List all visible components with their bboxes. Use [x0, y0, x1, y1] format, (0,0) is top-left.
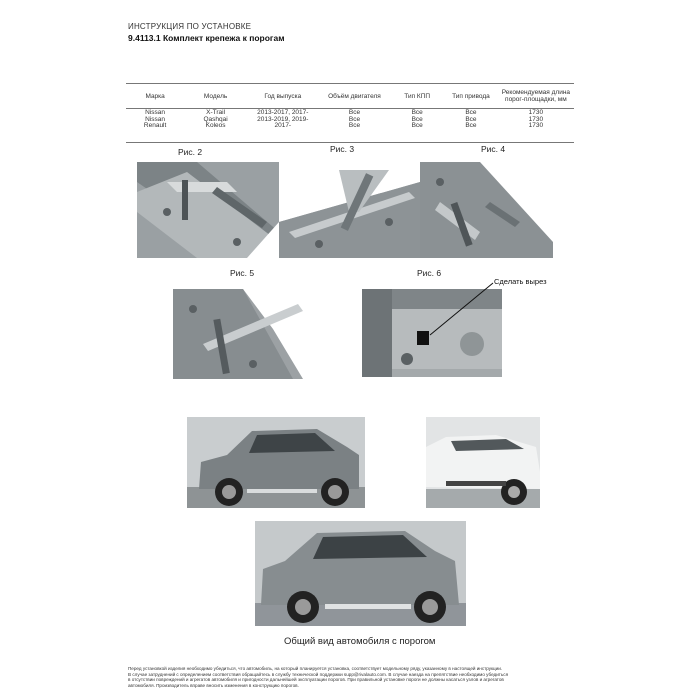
document-subtitle: 9.4113.1 Комплект крепежа к порогам — [128, 33, 285, 43]
figure-2-caption: Рис. 2 — [178, 147, 203, 157]
spec-table-header-row — [126, 84, 574, 109]
cell-engine: Все Все Все — [319, 109, 391, 143]
callout-line — [425, 280, 500, 340]
cell-brand: Nissan Nissan Renault — [126, 109, 184, 143]
cell-model: X-Trail Qashqai Koleos — [184, 109, 247, 143]
figure-3-caption: Рис. 3 — [330, 144, 355, 154]
figure-3-photo — [279, 162, 420, 258]
underbody-photo-icon — [137, 162, 279, 258]
cell-drive: Все Все Все — [444, 109, 498, 143]
col-header-brand: Марка — [126, 84, 184, 109]
document-title: ИНСТРУКЦИЯ ПО УСТАНОВКЕ — [128, 22, 252, 31]
col-header-length: Рекомендуемая длина порог-площадки, мм — [498, 84, 574, 109]
car-photo-icon — [187, 417, 365, 508]
col-header-gearbox: Тип КПП — [390, 84, 444, 109]
figure-4-photo — [420, 162, 553, 258]
figure-4-caption: Рис. 4 — [481, 144, 506, 154]
footnote-line: в отсутствии повреждений и агрегатов автомобиля и пригодности дальнейшей эксплуатации порогов. При правильной установке пороги не должны касаться узлов и агрегатов — [128, 677, 504, 683]
col-header-drive: Тип привода — [444, 84, 498, 109]
table-row — [126, 109, 574, 143]
footnote — [128, 666, 576, 688]
car-overview-photo — [255, 521, 466, 626]
figure-5-photo — [173, 289, 313, 379]
cut-callout-label: Сделать вырез — [494, 277, 547, 286]
footnote-line: В случае затруднений с определением соответствия обращайтесь в службу технической поддержки supp@rivalauto.com. В случае наезда на препятствие необходимо убедиться — [128, 671, 509, 677]
figure-5-caption: Рис. 5 — [230, 268, 255, 278]
cell-length: 1730 1730 1730 — [498, 109, 574, 143]
figure-2-photo — [137, 162, 279, 258]
footnote-line: Перед установкой изделия необходимо убедиться, что автомобиль, на который планируется установка, соответствует модельному ряду, указанному в настоящей инструкции. — [128, 666, 503, 671]
col-header-model: Модель — [184, 84, 247, 109]
col-header-engine: Объём двигателя — [319, 84, 391, 109]
car-side-photo — [187, 417, 365, 508]
cell-year: 2013-2017, 2017- 2013-2019, 2019- 2017- — [247, 109, 319, 143]
col-header-year: Год выпуска — [247, 84, 319, 109]
overview-caption: Общий вид автомобиля с порогом — [284, 636, 436, 647]
figure-6-caption: Рис. 6 — [417, 268, 442, 278]
car-front-photo — [426, 417, 540, 508]
spec-table — [126, 83, 574, 143]
cell-gearbox: Все Все Все — [390, 109, 444, 143]
footnote-line: автомобиля. Производитель вправе вносить изменения в конструкцию порогов. — [128, 682, 299, 688]
